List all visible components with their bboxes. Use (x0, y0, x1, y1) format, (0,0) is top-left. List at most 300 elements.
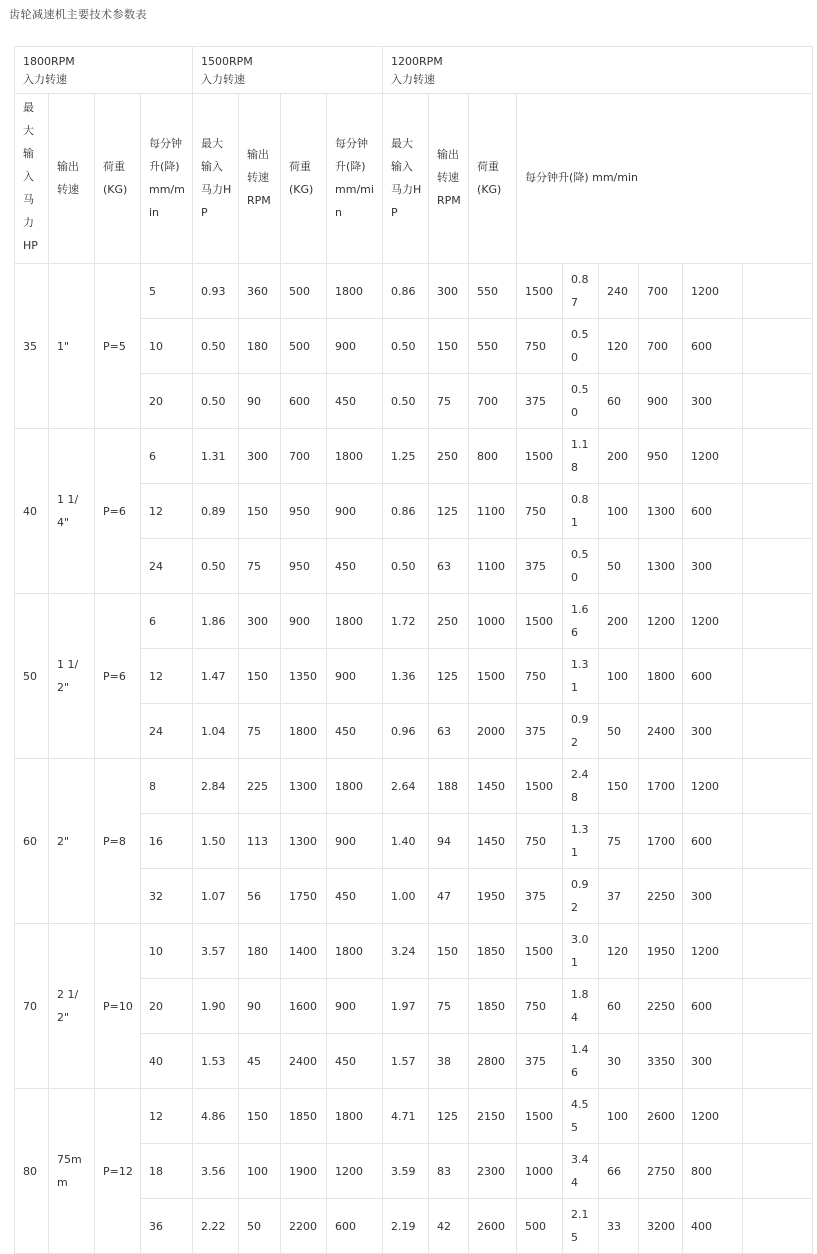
model-cell: 80 (15, 1089, 49, 1254)
data-cell: 700 (639, 264, 683, 319)
data-cell: 1.18 (563, 429, 599, 484)
data-cell: 750 (517, 979, 563, 1034)
data-cell: 16 (141, 814, 193, 869)
data-cell: 150 (239, 649, 281, 704)
data-cell: 1850 (469, 924, 517, 979)
table-row (15, 924, 813, 979)
data-cell: 75 (599, 814, 639, 869)
data-cell: 450 (327, 539, 383, 594)
data-cell: 5 (141, 264, 193, 319)
data-cell: 750 (517, 319, 563, 374)
data-cell: 50 (599, 539, 639, 594)
data-cell: 1300 (639, 539, 683, 594)
data-cell: 0.50 (193, 319, 239, 374)
column-header: 每分钟升(降) mm/min (517, 94, 813, 264)
data-cell: 1.97 (383, 979, 429, 1034)
group-header (383, 47, 813, 94)
data-cell: 2750 (639, 1144, 683, 1199)
column-header: 每分钟升(降) mm/min (141, 94, 193, 264)
data-cell: 3.59 (383, 1144, 429, 1199)
data-cell: 38 (429, 1034, 469, 1089)
data-cell: 3.57 (193, 924, 239, 979)
data-cell: 2400 (639, 704, 683, 759)
data-cell: 3.01 (563, 924, 599, 979)
data-cell: 1500 (517, 924, 563, 979)
data-cell: 1500 (517, 429, 563, 484)
data-cell: 1200 (639, 594, 683, 649)
data-cell: 2200 (281, 1199, 327, 1254)
data-cell: 1800 (327, 594, 383, 649)
data-cell: 1200 (683, 759, 743, 814)
data-cell: 0.50 (563, 539, 599, 594)
data-cell: 800 (683, 1144, 743, 1199)
data-cell: 100 (599, 484, 639, 539)
data-cell: 42 (429, 1199, 469, 1254)
data-cell: 100 (599, 649, 639, 704)
data-cell: 900 (639, 374, 683, 429)
data-cell: 1700 (639, 759, 683, 814)
column-header: 输出转速RPM (239, 94, 281, 264)
data-cell: 4.55 (563, 1089, 599, 1144)
data-cell: 150 (239, 1089, 281, 1144)
data-cell: 500 (281, 319, 327, 374)
data-cell: 1.66 (563, 594, 599, 649)
data-cell: 1500 (517, 759, 563, 814)
data-cell: 1.53 (193, 1034, 239, 1089)
data-cell: 1.31 (193, 429, 239, 484)
data-cell: 950 (281, 539, 327, 594)
data-cell: 1800 (639, 649, 683, 704)
pitch-cell: P=5 (95, 264, 141, 429)
pitch-cell: P=8 (95, 759, 141, 924)
data-cell (743, 649, 813, 704)
data-cell: 1500 (469, 649, 517, 704)
data-cell: 24 (141, 539, 193, 594)
data-cell: 1.40 (383, 814, 429, 869)
data-cell: 1.31 (563, 814, 599, 869)
data-cell: 113 (239, 814, 281, 869)
group-rpm: 1500RPM (201, 55, 253, 68)
data-cell: 700 (469, 374, 517, 429)
data-cell: 1400 (281, 924, 327, 979)
data-cell: 1100 (469, 484, 517, 539)
column-header: 最大输入马力HP (193, 94, 239, 264)
data-cell (743, 319, 813, 374)
data-cell: 18 (141, 1144, 193, 1199)
data-cell: 90 (239, 374, 281, 429)
data-cell: 600 (683, 319, 743, 374)
data-cell (743, 594, 813, 649)
data-cell: 66 (599, 1144, 639, 1199)
shaft-cell: 2 1/2" (49, 924, 95, 1089)
data-cell (743, 1144, 813, 1199)
data-cell (743, 869, 813, 924)
data-cell: 125 (429, 1089, 469, 1144)
data-cell: 1.50 (193, 814, 239, 869)
data-cell: 600 (327, 1199, 383, 1254)
data-cell (743, 814, 813, 869)
data-cell: 4.71 (383, 1089, 429, 1144)
data-cell: 90 (239, 979, 281, 1034)
data-cell: 360 (239, 264, 281, 319)
data-cell: 1500 (517, 1089, 563, 1144)
data-cell: 83 (429, 1144, 469, 1199)
column-header: 输出转速 (49, 94, 95, 264)
data-cell (743, 1034, 813, 1089)
data-cell: 3.44 (563, 1144, 599, 1199)
shaft-cell: 1 1/2" (49, 594, 95, 759)
data-cell: 1100 (469, 539, 517, 594)
data-cell: 1800 (327, 1089, 383, 1144)
data-cell: 375 (517, 869, 563, 924)
data-cell: 950 (639, 429, 683, 484)
data-cell: 150 (429, 924, 469, 979)
data-cell: 0.50 (563, 319, 599, 374)
group-label: 入力转速 (201, 73, 246, 86)
data-cell: 600 (281, 374, 327, 429)
data-cell: 8 (141, 759, 193, 814)
data-cell: 32 (141, 869, 193, 924)
data-cell: 10 (141, 319, 193, 374)
group-header (15, 47, 193, 94)
data-cell: 12 (141, 649, 193, 704)
data-cell: 1300 (639, 484, 683, 539)
column-header: 荷重(KG) (95, 94, 141, 264)
group-label: 入力转速 (391, 73, 436, 86)
data-cell (743, 539, 813, 594)
data-cell: 33 (599, 1199, 639, 1254)
data-cell (743, 704, 813, 759)
data-cell: 0.92 (563, 704, 599, 759)
data-cell: 0.89 (193, 484, 239, 539)
group-header (193, 47, 383, 94)
data-cell: 1750 (281, 869, 327, 924)
data-cell: 63 (429, 704, 469, 759)
model-cell: 60 (15, 759, 49, 924)
data-cell: 700 (281, 429, 327, 484)
data-cell (743, 374, 813, 429)
data-cell: 750 (517, 814, 563, 869)
data-cell: 45 (239, 1034, 281, 1089)
data-cell (743, 924, 813, 979)
data-cell: 2.22 (193, 1199, 239, 1254)
data-cell: 1800 (327, 264, 383, 319)
data-cell: 0.86 (383, 264, 429, 319)
data-cell: 250 (429, 429, 469, 484)
data-cell: 0.50 (193, 539, 239, 594)
data-cell (743, 264, 813, 319)
data-cell: 1900 (281, 1144, 327, 1199)
data-cell: 1000 (469, 594, 517, 649)
data-cell: 100 (239, 1144, 281, 1199)
data-cell: 125 (429, 484, 469, 539)
data-cell: 30 (599, 1034, 639, 1089)
data-cell: 60 (599, 979, 639, 1034)
data-cell: 6 (141, 429, 193, 484)
column-header: 输出转速RPM (429, 94, 469, 264)
shaft-cell: 1 1/4" (49, 429, 95, 594)
data-cell: 1.84 (563, 979, 599, 1034)
data-cell: 2300 (469, 1144, 517, 1199)
data-cell: 120 (599, 924, 639, 979)
column-header: 荷重(KG) (281, 94, 327, 264)
table-row (15, 429, 813, 484)
data-cell: 900 (327, 484, 383, 539)
data-cell: 125 (429, 649, 469, 704)
shaft-cell: 2" (49, 759, 95, 924)
data-cell: 0.50 (193, 374, 239, 429)
shaft-cell: 1" (49, 264, 95, 429)
pitch-cell: P=6 (95, 429, 141, 594)
column-header: 最大输入马力HP (383, 94, 429, 264)
data-cell: 4.86 (193, 1089, 239, 1144)
table-row (15, 759, 813, 814)
data-cell: 60 (599, 374, 639, 429)
column-header-row (15, 94, 813, 264)
data-cell: 56 (239, 869, 281, 924)
data-cell: 300 (683, 869, 743, 924)
data-cell: 3200 (639, 1199, 683, 1254)
group-rpm: 1800RPM (23, 55, 75, 68)
data-cell: 1200 (327, 1144, 383, 1199)
data-cell: 1500 (517, 264, 563, 319)
data-cell: 450 (327, 374, 383, 429)
data-cell: 0.50 (563, 374, 599, 429)
column-header: 每分钟升(降) mm/min (327, 94, 383, 264)
data-cell: 1800 (327, 759, 383, 814)
data-cell: 188 (429, 759, 469, 814)
data-cell: 0.50 (383, 374, 429, 429)
data-cell: 2.48 (563, 759, 599, 814)
data-cell: 180 (239, 924, 281, 979)
data-cell: 40 (141, 1034, 193, 1089)
data-cell: 2250 (639, 869, 683, 924)
data-cell: 180 (239, 319, 281, 374)
data-cell: 1850 (469, 979, 517, 1034)
data-cell: 2600 (639, 1089, 683, 1144)
data-cell: 250 (429, 594, 469, 649)
data-cell: 300 (239, 594, 281, 649)
data-cell: 0.81 (563, 484, 599, 539)
data-cell: 120 (599, 319, 639, 374)
data-cell: 1700 (639, 814, 683, 869)
data-cell: 2.19 (383, 1199, 429, 1254)
group-label: 入力转速 (23, 73, 67, 86)
data-cell: 300 (683, 704, 743, 759)
pitch-cell: P=12 (95, 1089, 141, 1254)
data-cell: 1.04 (193, 704, 239, 759)
data-cell: 50 (599, 704, 639, 759)
spec-table (14, 46, 813, 1254)
data-cell: 1200 (683, 1089, 743, 1144)
data-cell: 20 (141, 374, 193, 429)
data-cell: 300 (239, 429, 281, 484)
data-cell: 1200 (683, 594, 743, 649)
data-cell: 2000 (469, 704, 517, 759)
data-cell: 1450 (469, 814, 517, 869)
data-cell: 3350 (639, 1034, 683, 1089)
data-cell: 1.47 (193, 649, 239, 704)
data-cell: 600 (683, 814, 743, 869)
data-cell: 375 (517, 374, 563, 429)
data-cell (743, 1199, 813, 1254)
data-cell: 375 (517, 539, 563, 594)
data-cell: 450 (327, 1034, 383, 1089)
data-cell: 1600 (281, 979, 327, 1034)
group-rpm: 1200RPM (391, 55, 443, 68)
data-cell: 450 (327, 869, 383, 924)
data-cell: 12 (141, 484, 193, 539)
data-cell: 1300 (281, 814, 327, 869)
data-cell: 1800 (281, 704, 327, 759)
data-cell: 36 (141, 1199, 193, 1254)
data-cell: 300 (683, 374, 743, 429)
data-cell: 1450 (469, 759, 517, 814)
data-cell: 600 (683, 979, 743, 1034)
data-cell: 1200 (683, 429, 743, 484)
data-cell: 1000 (517, 1144, 563, 1199)
data-cell: 50 (239, 1199, 281, 1254)
data-cell: 1350 (281, 649, 327, 704)
group-header-row (15, 47, 813, 94)
data-cell: 2150 (469, 1089, 517, 1144)
data-cell (743, 979, 813, 1034)
data-cell: 1.07 (193, 869, 239, 924)
data-cell: 2600 (469, 1199, 517, 1254)
data-cell: 200 (599, 594, 639, 649)
data-cell: 1800 (327, 429, 383, 484)
table-row (15, 594, 813, 649)
data-cell: 2.84 (193, 759, 239, 814)
data-cell (743, 759, 813, 814)
shaft-cell: 75mm (49, 1089, 95, 1254)
data-cell: 150 (429, 319, 469, 374)
data-cell: 0.93 (193, 264, 239, 319)
data-cell: 450 (327, 704, 383, 759)
data-cell: 550 (469, 264, 517, 319)
data-cell: 900 (327, 814, 383, 869)
data-cell: 75 (429, 979, 469, 1034)
data-cell (743, 429, 813, 484)
data-cell: 200 (599, 429, 639, 484)
data-cell: 2.64 (383, 759, 429, 814)
pitch-cell: P=6 (95, 594, 141, 759)
data-cell: 1950 (639, 924, 683, 979)
data-cell: 100 (599, 1089, 639, 1144)
data-cell: 800 (469, 429, 517, 484)
data-cell: 300 (429, 264, 469, 319)
data-cell: 1850 (281, 1089, 327, 1144)
data-cell: 1200 (683, 924, 743, 979)
data-cell: 63 (429, 539, 469, 594)
data-cell: 1200 (683, 264, 743, 319)
model-cell: 40 (15, 429, 49, 594)
data-cell: 900 (327, 649, 383, 704)
data-cell: 75 (239, 704, 281, 759)
page-title: 齿轮减速机主要技术参数表 (9, 8, 147, 21)
data-cell: 550 (469, 319, 517, 374)
data-cell: 3.56 (193, 1144, 239, 1199)
data-cell: 400 (683, 1199, 743, 1254)
data-cell: 1.00 (383, 869, 429, 924)
data-cell: 375 (517, 704, 563, 759)
data-cell: 0.50 (383, 319, 429, 374)
data-cell: 700 (639, 319, 683, 374)
data-cell: 20 (141, 979, 193, 1034)
data-cell: 750 (517, 484, 563, 539)
data-cell: 12 (141, 1089, 193, 1144)
data-cell: 900 (327, 319, 383, 374)
data-cell: 500 (517, 1199, 563, 1254)
data-cell: 225 (239, 759, 281, 814)
data-cell: 0.92 (563, 869, 599, 924)
data-cell: 1.36 (383, 649, 429, 704)
data-cell: 1.57 (383, 1034, 429, 1089)
data-cell: 375 (517, 1034, 563, 1089)
pitch-cell: P=10 (95, 924, 141, 1089)
model-cell: 70 (15, 924, 49, 1089)
data-cell: 2.15 (563, 1199, 599, 1254)
data-cell: 150 (599, 759, 639, 814)
data-cell: 1.72 (383, 594, 429, 649)
data-cell: 75 (239, 539, 281, 594)
data-cell: 150 (239, 484, 281, 539)
data-cell: 1500 (517, 594, 563, 649)
data-cell: 94 (429, 814, 469, 869)
data-cell: 900 (281, 594, 327, 649)
column-header: 荷重(KG) (469, 94, 517, 264)
data-cell: 0.96 (383, 704, 429, 759)
data-cell: 75 (429, 374, 469, 429)
table-row (15, 1089, 813, 1144)
data-cell: 600 (683, 649, 743, 704)
data-cell: 2800 (469, 1034, 517, 1089)
column-header: 最大输入马力HP (15, 94, 49, 264)
data-cell: 1800 (327, 924, 383, 979)
data-cell: 950 (281, 484, 327, 539)
data-cell: 600 (683, 484, 743, 539)
data-cell: 6 (141, 594, 193, 649)
data-cell: 1300 (281, 759, 327, 814)
data-cell: 47 (429, 869, 469, 924)
data-cell: 3.24 (383, 924, 429, 979)
data-cell: 2250 (639, 979, 683, 1034)
data-cell: 24 (141, 704, 193, 759)
model-cell: 50 (15, 594, 49, 759)
table-row (15, 264, 813, 319)
data-cell (743, 1089, 813, 1144)
data-cell: 1.86 (193, 594, 239, 649)
data-cell: 1.90 (193, 979, 239, 1034)
data-cell: 500 (281, 264, 327, 319)
data-cell: 1.31 (563, 649, 599, 704)
data-cell: 0.87 (563, 264, 599, 319)
data-cell: 1.25 (383, 429, 429, 484)
data-cell: 37 (599, 869, 639, 924)
data-cell: 2400 (281, 1034, 327, 1089)
data-cell: 300 (683, 539, 743, 594)
data-cell: 300 (683, 1034, 743, 1089)
data-cell (743, 484, 813, 539)
model-cell: 35 (15, 264, 49, 429)
data-cell: 1.46 (563, 1034, 599, 1089)
data-cell: 900 (327, 979, 383, 1034)
data-cell: 0.86 (383, 484, 429, 539)
data-cell: 750 (517, 649, 563, 704)
data-cell: 1950 (469, 869, 517, 924)
data-cell: 0.50 (383, 539, 429, 594)
data-cell: 240 (599, 264, 639, 319)
